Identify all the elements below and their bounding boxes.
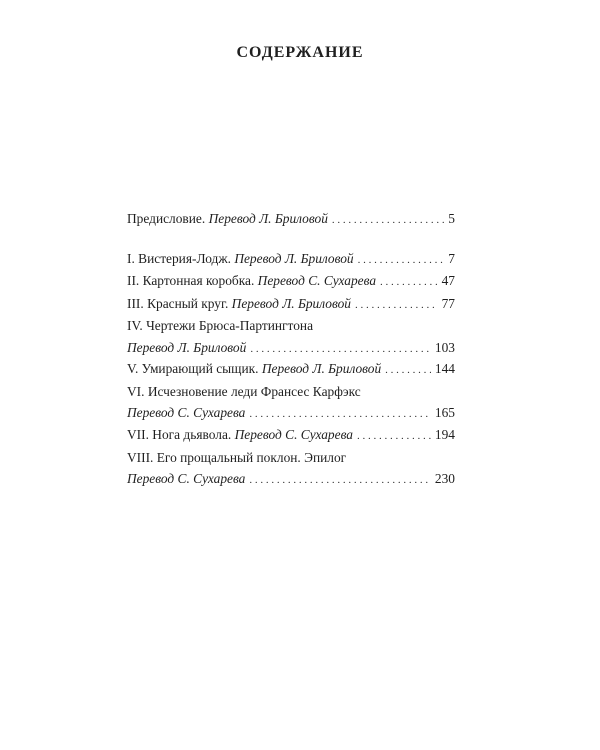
entry-title: VI. Исчезновение леди Франсес Карфэкс [127,383,361,399]
entry-title: I. Вистерия-Лодж. [127,250,231,266]
entry-page-number: 103 [434,339,455,355]
entry-translator: Перевод Л. Бриловой [208,211,328,226]
entry-page-number: 7 [448,250,455,266]
entry-title: Предисловие. [127,211,206,226]
entry-translator: Перевод С. Сухарева [234,426,353,442]
dot-leader [380,271,438,294]
toc-entry-preface[interactable] [127,208,455,231]
entry-title: IV. Чертежи Брюса-Партингтона [127,318,314,334]
dot-leader [385,359,431,382]
table-of-contents [127,208,455,490]
entry-page-number: 194 [434,426,455,442]
entry-page-number: 144 [434,361,455,377]
dot-leader [249,470,431,492]
toc-entry-3[interactable] [127,293,455,316]
page-title: СОДЕРЖАНИЕ [236,44,364,61]
entry-translator: Перевод Л. Бриловой [127,339,247,355]
entry-page-number: 47 [441,273,455,289]
entry-page-number: 230 [434,471,455,487]
dot-leader [355,294,438,317]
dot-leader [358,249,445,272]
entry-page-number: 77 [441,295,455,311]
dot-leader [249,404,431,426]
dot-leader [332,209,444,232]
toc-entry-7[interactable] [127,424,455,447]
toc-entry-5[interactable] [127,358,455,381]
entry-translator: Перевод С. Сухарева [127,405,246,421]
entry-translator: Перевод С. Сухарева [257,273,377,289]
toc-entry-6[interactable] [127,381,455,424]
entry-title: III. Красный круг. [127,295,229,311]
entry-translator: Перевод Л. Бриловой [234,250,354,266]
toc-entry-4[interactable] [127,315,455,358]
entry-translator: Перевод Л. Бриловой [261,361,382,377]
toc-entry-1[interactable] [127,248,455,271]
entry-title: VIII. Его прощальный поклон. Эпилог [127,449,347,465]
entry-translator: Перевод С. Сухарева [127,471,246,487]
toc-entry-8[interactable] [127,447,455,490]
entry-title: V. Умирающий сыщик. [127,361,259,377]
entry-title: II. Картонная коробка. [127,273,255,289]
dot-leader [250,339,431,361]
entry-translator: Перевод Л. Бриловой [231,295,351,311]
dot-leader [357,425,431,448]
entry-title: VII. Нога дьявола. [127,426,232,442]
entry-page-number: 5 [448,211,455,226]
entry-page-number: 165 [434,405,455,421]
toc-entry-2[interactable] [127,270,455,293]
